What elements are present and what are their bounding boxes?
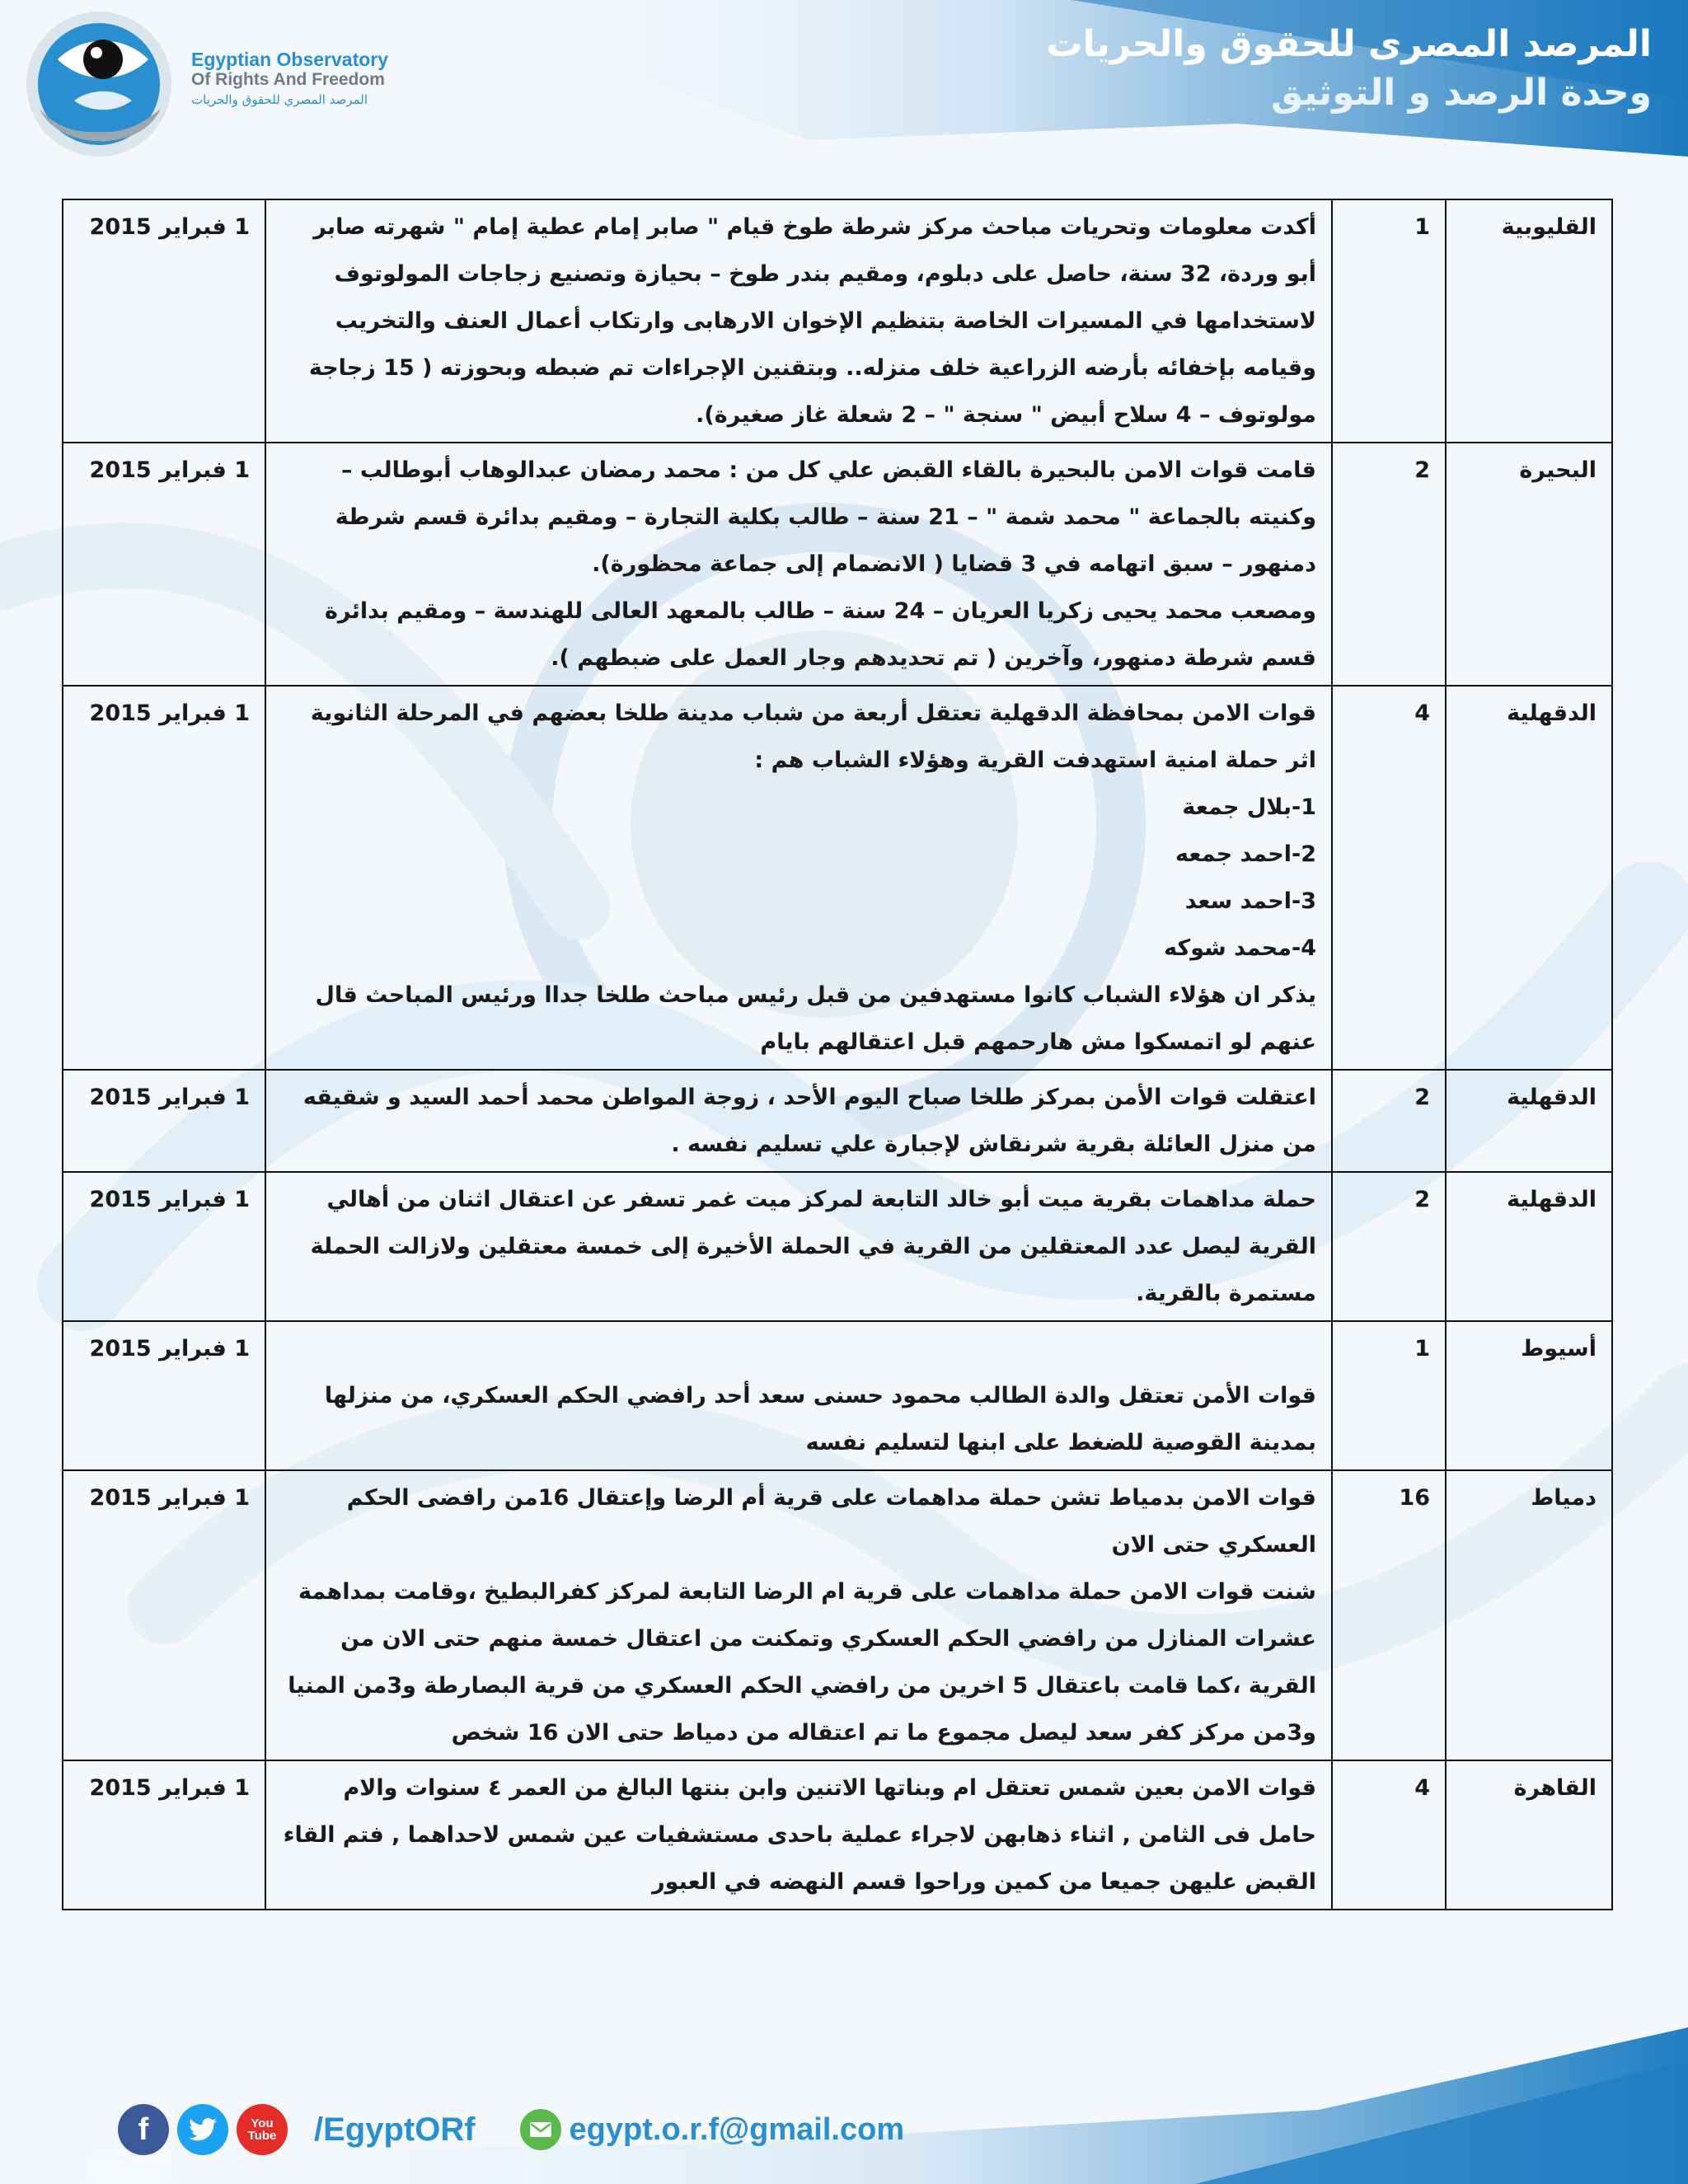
description-paragraph: قوات الامن بدمياط تشن حملة مداهمات على قرية أم الرضا وإعتقال 16من رافضى الحكم العسكري حتى الان [346, 1485, 1316, 1558]
description-paragraph: 4-محمد شوكه [1164, 935, 1316, 961]
description-cell [265, 199, 1332, 443]
table-row [63, 1321, 1612, 1470]
description-cell [265, 1760, 1332, 1910]
org-name-en-line1: Egyptian Observatory [191, 49, 389, 70]
count-cell: 2 [1332, 1070, 1446, 1172]
governorate-cell: أسيوط [1446, 1321, 1612, 1470]
table-row [63, 686, 1612, 1070]
date-cell: 1 فبراير 2015 [63, 443, 265, 686]
table-row [63, 199, 1612, 443]
description-paragraph: أكدت معلومات وتحريات مباحث مركز شرطة طوخ قيام " صابر إمام عطية إمام " شهرته صابر أبو وردة، 32 سنة، حاصل على دبلوم، ومقيم بندر طوخ – بحيازة وتصنيع زجاجات المولوتوف لاستخدامها في المسيرات الخاصة بتنظيم الإخوان الارهابى وارتكاب أعمال العنف والتخريب وقيامه بإخفائه بأرضه الزراعية خلف منزله.. وبتقنين الإجراءات تم ضبطه وبحوزته ( 15 زجاجة مولوتوف – 4 سلاح أبيض " سنجة " – 2 شعلة غاز صغيرة). [308, 214, 1316, 428]
page-header [1046, 21, 1652, 119]
description-paragraph: شنت قوات الامن حملة مداهمات على قرية ام الرضا التابعة لمركز كفرالبطيخ ،وقامت بمداهمة عشرات المنازل من رافضي الحكم العسكري وتمكنت من اعتقال خمسة منهم حتى الان من القرية ،كما قامت باعتقال 5 اخرين من رافضي الحكم العسكري من قرية البصارطة و3من المنيا و3من مركز كفر سعد ليصل مجموع ما تم اعتقاله من دمياط حتى الان 16 شخص [288, 1579, 1316, 1746]
description-paragraph: اعتقلت قوات الأمن بمركز طلخا صباح اليوم الأحد ، زوجة المواطن محمد أحمد السيد و شقيقه من منزل العائلة بقرية شرنقاش لإجبارة علي تسليم نفسه . [302, 1085, 1316, 1157]
description-paragraph: قامت قوات الامن بالبحيرة بالقاء القبض علي كل من : محمد رمضان عبدالوهاب أبوطالب – وكنيته بالجماعة " محمد شمة " – 21 سنة – طالب بكلية التجارة – ومقيم بدائرة قسم شرطة دمنهور – سبق اتهامه في 3 قضايا ( الانضمام إلى جماعة محظورة). [335, 457, 1316, 577]
org-name-block [191, 49, 388, 107]
date-cell: 1 فبراير 2015 [63, 1760, 265, 1910]
description-cell [265, 1321, 1332, 1470]
twitter-icon[interactable] [177, 2104, 228, 2155]
governorate-cell: الدقهلية [1446, 686, 1612, 1070]
governorate-cell: القليوبية [1446, 199, 1612, 443]
description-paragraph [281, 1325, 1316, 1372]
count-cell: 4 [1332, 686, 1446, 1070]
description-paragraph: ومصعب محمد يحيى زكريا العريان – 24 سنة – طالب بالمعهد العالى للهندسة – ومقيم بدائرة قسم شرطة دمنهور، وآخرين ( تم تحديدهم وجار العمل على ضبطهم ). [324, 598, 1316, 671]
table-row [63, 1172, 1612, 1321]
description-cell [265, 1172, 1332, 1321]
description-paragraph: 1-بلال جمعة [1182, 794, 1316, 820]
governorate-cell: دمياط [1446, 1470, 1612, 1760]
count-cell: 4 [1332, 1760, 1446, 1910]
governorate-cell: القاهرة [1446, 1760, 1612, 1910]
table-row [63, 1760, 1612, 1910]
date-cell: 1 فبراير 2015 [63, 686, 265, 1070]
date-cell: 1 فبراير 2015 [63, 1321, 265, 1470]
count-cell: 2 [1332, 443, 1446, 686]
org-name-ar-small: المرصد المصري للحقوق والحريات [191, 92, 368, 108]
facebook-glyph: f [138, 2111, 149, 2147]
arrests-table-body [63, 199, 1612, 1910]
governorate-cell: الدقهلية [1446, 1070, 1612, 1172]
facebook-icon[interactable] [118, 2104, 169, 2155]
description-cell [265, 1070, 1332, 1172]
description-paragraph: قوات الامن بمحافظة الدقهلية تعتقل أربعة من شباب مدينة طلخا بعضهم في المرحلة الثانوية اثر حملة امنية استهدفت القرية وهؤلاء الشباب هم : [310, 701, 1316, 773]
description-paragraph: حملة مداهمات بقرية ميت أبو خالد التابعة لمركز ميت غمر تسفر عن اعتقال اثنان من أهالي القرية ليصل عدد المعتقلين من القرية في الحملة الأخيرة إلى خمسة معتقلين ولازالت الحملة مستمرة بالقرية. [310, 1187, 1316, 1306]
count-cell: 1 [1332, 1321, 1446, 1470]
description-paragraph: قوات الأمن تعتقل والدة الطالب محمود حسنى سعد أحد رافضي الحكم العسكري، من منزلها بمدينة القوصية للضغط على ابنها لتسليم نفسه [324, 1383, 1316, 1455]
description-paragraph: 2-احمد جمعه [1175, 841, 1316, 867]
count-cell: 16 [1332, 1470, 1446, 1760]
count-cell: 1 [1332, 199, 1446, 443]
governorate-cell: البحيرة [1446, 443, 1612, 686]
governorate-cell: الدقهلية [1446, 1172, 1612, 1321]
description-cell [265, 686, 1332, 1070]
description-cell [265, 1470, 1332, 1760]
table-row [63, 1470, 1612, 1760]
count-cell: 2 [1332, 1172, 1446, 1321]
social-handle[interactable]: /EgyptORf [314, 2111, 476, 2148]
description-paragraph: 3-احمد سعد [1184, 888, 1316, 914]
date-cell: 1 فبراير 2015 [63, 1070, 265, 1172]
youtube-label-2: Tube [247, 2129, 277, 2143]
table-row [63, 443, 1612, 686]
youtube-icon[interactable] [237, 2104, 288, 2155]
header-subtitle: وحدة الرصد و التوثيق [1271, 72, 1652, 114]
date-cell: 1 فبراير 2015 [63, 1470, 265, 1760]
mail-icon [520, 2109, 561, 2150]
youtube-label-1: You [251, 2116, 274, 2130]
date-cell: 1 فبراير 2015 [63, 1172, 265, 1321]
header-title: المرصد المصرى للحقوق والحريات [1046, 23, 1652, 65]
arrests-table [62, 199, 1613, 1910]
org-name-en-line2: Of Rights And Freedom [191, 70, 385, 90]
org-logo [25, 10, 181, 162]
date-cell: 1 فبراير 2015 [63, 199, 265, 443]
table-row [63, 1070, 1612, 1172]
footer [118, 2104, 904, 2155]
description-paragraph: قوات الامن بعين شمس تعتقل ام وبناتها الاتنين وابن بنتها البالغ من العمر ٤ سنوات والام حامل فى الثامن , اثناء ذهابهن لاجراء عملية باحدى مستشفيات عين شمس لاحداهما , فتم القاء القبض عليهن جميعا من كمين وراحوا قسم النهضه في العبور [283, 1775, 1316, 1895]
description-cell [265, 443, 1332, 686]
description-paragraph: يذكر ان هؤلاء الشباب كانوا مستهدفين من قبل رئيس مباحث طلخا جداا ورئيس المباحث قال عنهم لو اتمسكوا مش هارحمهم قبل اعتقالهم بايام [315, 982, 1316, 1055]
contact-email[interactable]: egypt.o.r.f@gmail.com [569, 2111, 905, 2147]
